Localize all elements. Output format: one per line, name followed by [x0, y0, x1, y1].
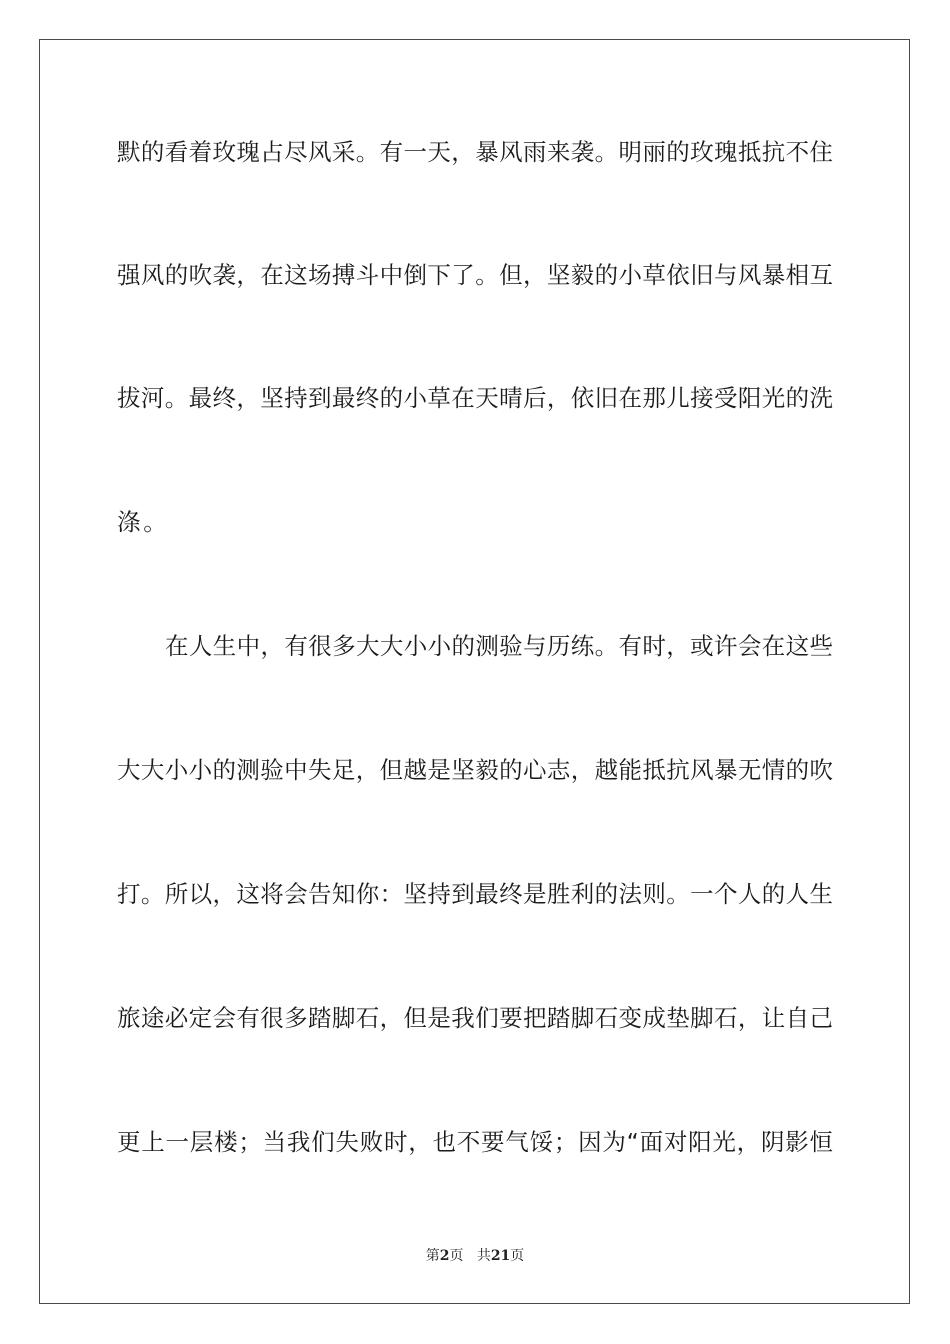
- footer-total-prefix: 共: [476, 1248, 491, 1264]
- paragraph-2-line-3: 打。所以，这将会告知你：坚持到最终是胜利的法则。一个人的人生: [117, 880, 833, 908]
- footer-page-prefix: 第: [425, 1248, 440, 1264]
- page-border: [39, 39, 910, 1304]
- footer-page-number: 2: [439, 1248, 450, 1264]
- paragraph-line-2: 强风的吹袭，在这场搏斗中倒下了。但，坚毅的小草依旧与风暴相互: [117, 261, 833, 289]
- page-footer: [0, 1247, 950, 1265]
- footer-page-suffix: 页: [449, 1248, 464, 1264]
- paragraph-2-line-5: 更上一层楼；当我们失败时，也不要气馁；因为“面对阳光，阴影恒: [117, 1128, 833, 1156]
- paragraph-2-line-1: 在人生中，有很多大大小小的测验与历练。有时，或许会在这些: [165, 632, 833, 660]
- paragraph-line-1: 默的看着玫瑰占尽风采。有一天，暴风雨来袭。明丽的玫瑰抵抗不住: [117, 138, 833, 166]
- footer-total-pages: 21: [490, 1248, 511, 1264]
- paragraph-line-4: 涤。: [117, 508, 170, 536]
- paragraph-2-line-2: 大大小小的测验中失足，但越是坚毅的心志，越能抵抗风暴无情的吹: [117, 756, 833, 784]
- paragraph-2-line-4: 旅途必定会有很多踏脚石，但是我们要把踏脚石变成垫脚石，让自己: [117, 1004, 833, 1032]
- footer-total-suffix: 页: [510, 1248, 525, 1264]
- paragraph-line-3: 拔河。最终，坚持到最终的小草在天晴后，依旧在那儿接受阳光的洗: [117, 384, 833, 412]
